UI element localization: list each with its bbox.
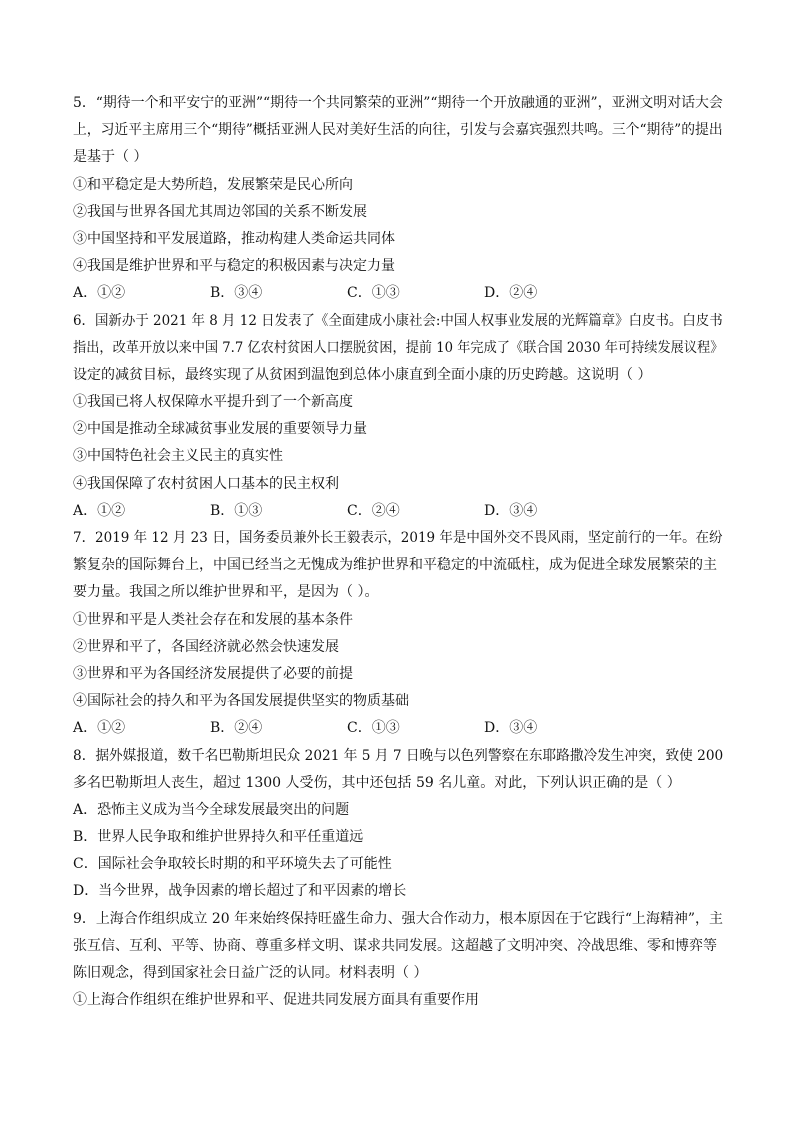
- answer-choices: [73, 715, 733, 742]
- choice-b: B．②④: [210, 720, 263, 737]
- choice-c: C．①③: [347, 285, 400, 302]
- choice-a: A．①②: [73, 285, 126, 302]
- question-stem-line: 上，习近平主席用三个“期待”概括亚洲人民对美好生活的向往，引发与会嘉宾强烈共鸣。三个“期待”的提出: [73, 122, 723, 139]
- question-stem-line: 6．国新办于 2021 年 8 月 12 日发表了《全面建成小康社会:中国人权事业发展的光辉篇章》白皮书。白皮书: [73, 312, 723, 329]
- statement-item: ③中国坚持和平发展道路，推动构建人类命运共同体: [73, 230, 395, 247]
- question-stem-line: 繁复杂的国际舞台上，中国已经当之无愧成为维护世界和平稳定的中流砥柱，成为促进全球发展繁荣的主: [73, 557, 717, 574]
- option-item: A．恐怖主义成为当今全球发展最突出的问题: [73, 801, 350, 818]
- question-stem-line: 多名巴勒斯坦人丧生，超过 1300 人受伤，其中还包括 59 名儿童。对此，下列认识正确的是（ ）: [73, 774, 681, 791]
- statement-item: ③世界和平为各国经济发展提供了必要的前提: [73, 665, 353, 682]
- statement-item: ④我国保障了农村贫困人口基本的民主权利: [73, 475, 339, 492]
- statement-item: ①我国已将人权保障水平提升到了一个新高度: [73, 394, 353, 411]
- question-stem-line: 要力量。我国之所以维护世界和平，是因为（ ）。: [73, 584, 379, 601]
- answer-choices: [73, 280, 733, 307]
- choice-d: D．③④: [484, 720, 538, 737]
- option-item: B．世界人民争取和维护世界持久和平任重道远: [73, 829, 364, 846]
- question-stem-line: 设定的减贫目标，最终实现了从贫困到温饱到总体小康直到全面小康的历史跨越。这说明（ ）: [73, 366, 652, 383]
- statement-item: ②世界和平了，各国经济就必然会快速发展: [73, 638, 339, 655]
- choice-c: C．②④: [347, 502, 400, 519]
- choice-d: D．②④: [484, 285, 538, 302]
- statement-item: ④国际社会的持久和平为各国发展提供坚实的物质基础: [73, 693, 409, 710]
- choice-a: A．①②: [73, 720, 126, 737]
- question-stem-line: 8．据外媒报道，数千名巴勒斯坦民众 2021 年 5 月 7 日晚与以色列警察在东耶路撒冷发生冲突，致使 200: [73, 747, 724, 764]
- question-stem-line: 9．上海合作组织成立 20 年来始终保持旺盛生命力、强大合作动力，根本原因在于它践行“上海精神”，主: [73, 910, 723, 927]
- answer-choices: [73, 498, 733, 525]
- question-stem-line: 张互信、互利、平等、协商、尊重多样文明、谋求共同发展。这超越了文明冲突、冷战思维、零和博弈等: [73, 937, 717, 954]
- question-6: [73, 308, 733, 526]
- choice-b: B．③④: [210, 285, 263, 302]
- statement-item: ①和平稳定是大势所趋，发展繁荣是民心所向: [73, 176, 353, 193]
- question-stem-line: 陈旧观念，得到国家社会日益广泛的认同。材料表明（ ）: [73, 965, 428, 981]
- question-9: [73, 906, 733, 1015]
- question-7: [73, 525, 733, 743]
- choice-a: A．①②: [73, 502, 126, 519]
- statement-item: ①世界和平是人类社会存在和发展的基本条件: [73, 611, 353, 628]
- choice-c: C．①③: [347, 720, 400, 737]
- question-5: [73, 90, 733, 308]
- question-stem-line: 7．2019 年 12 月 23 日，国务委员兼外长王毅表示，2019 年是中国外交不畏风雨，坚定前行的一年。在纷: [73, 530, 723, 546]
- statement-item: ②我国与世界各国尤其周边邻国的关系不断发展: [73, 203, 367, 220]
- option-item: D．当今世界，战争因素的增长超过了和平因素的增长: [73, 883, 407, 900]
- exam-page: [73, 90, 733, 1014]
- question-stem-line: 是基于（ ）: [73, 149, 148, 166]
- statement-item: ③中国特色社会主义民主的真实性: [73, 448, 283, 465]
- question-8: [73, 743, 733, 906]
- statement-item: ④我国是维护世界和平与稳定的积极因素与决定力量: [73, 258, 395, 275]
- question-stem-line: 5．“期待一个和平安宁的亚洲”“期待一个共同繁荣的亚洲”“期待一个开放融通的亚洲”，亚洲文明对话大会: [73, 95, 723, 111]
- statement-item: ②中国是推动全球减贫事业发展的重要领导力量: [73, 421, 367, 438]
- choice-d: D．③④: [484, 502, 538, 519]
- question-stem-line: 指出，改革开放以来中国 7.7 亿农村贫困人口摆脱贫困，提前 10 年完成了《联合国 2030 年可持续发展议程》: [73, 339, 724, 356]
- choice-b: B．①③: [210, 502, 263, 519]
- option-item: C．国际社会争取较长时期的和平环境失去了可能性: [73, 856, 392, 873]
- statement-item: ①上海合作组织在维护世界和平、促进共同发展方面具有重要作用: [73, 992, 479, 1009]
